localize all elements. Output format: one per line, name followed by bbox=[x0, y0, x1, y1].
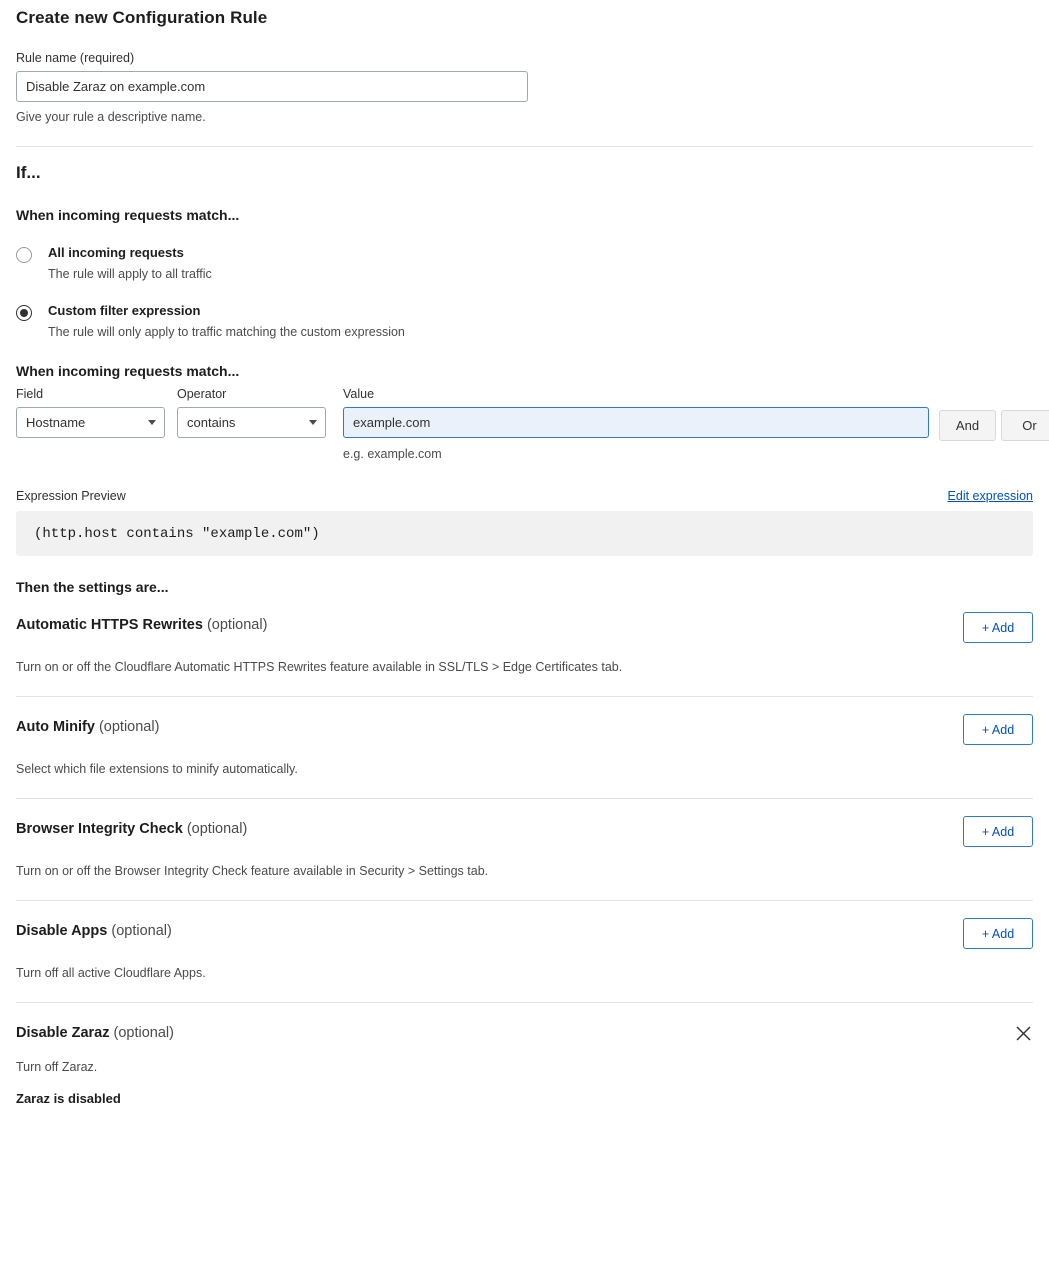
radio-option-all-requests[interactable] bbox=[16, 245, 1033, 281]
value-hint: e.g. example.com bbox=[343, 447, 442, 461]
setting-optional: (optional) bbox=[98, 719, 160, 735]
edit-expression-link[interactable]: Edit expression bbox=[947, 489, 1033, 503]
setting-optional: (optional) bbox=[111, 923, 172, 939]
close-icon[interactable] bbox=[1013, 1023, 1033, 1043]
setting-name bbox=[16, 617, 267, 633]
expression-preview-box: (http.host contains "example.com") bbox=[16, 511, 1033, 556]
then-section-title: Then the settings are... bbox=[16, 579, 169, 595]
setting-name bbox=[16, 821, 247, 837]
setting-name bbox=[16, 1025, 174, 1041]
field-select-value: Hostname bbox=[26, 415, 86, 430]
setting-description: Turn off Zaraz. bbox=[16, 1060, 98, 1074]
setting-title: Browser Integrity Check bbox=[16, 821, 183, 837]
setting-description: Select which file extensions to minify automatically. bbox=[16, 762, 298, 776]
or-button[interactable]: Or bbox=[1001, 410, 1049, 441]
radio-desc-all-requests: The rule will apply to all traffic bbox=[48, 267, 212, 281]
setting-auto-minify bbox=[16, 697, 1033, 799]
setting-browser-integrity-check bbox=[16, 799, 1033, 901]
operator-label: Operator bbox=[177, 387, 227, 401]
divider bbox=[16, 146, 1033, 147]
page-title: Create new Configuration Rule bbox=[16, 8, 268, 27]
if-section-title: If... bbox=[16, 163, 41, 182]
radio-label-all-requests: All incoming requests bbox=[48, 245, 184, 260]
setting-disable-apps bbox=[16, 901, 1033, 1003]
field-select[interactable] bbox=[16, 407, 165, 438]
setting-title: Disable Zaraz bbox=[16, 1025, 110, 1041]
and-button[interactable]: And bbox=[939, 410, 996, 441]
radio-desc-custom-filter: The rule will only apply to traffic matching the custom expression bbox=[48, 325, 405, 339]
setting-automatic-https-rewrites bbox=[16, 595, 1033, 697]
rule-name-help: Give your rule a descriptive name. bbox=[16, 110, 206, 124]
setting-disable-zaraz bbox=[16, 1003, 1033, 1128]
add-button-browser-integrity-check[interactable]: + Add bbox=[963, 816, 1033, 847]
rule-name-label: Rule name (required) bbox=[16, 51, 135, 65]
filter-heading: When incoming requests match... bbox=[16, 363, 240, 379]
add-button-automatic-https-rewrites[interactable]: + Add bbox=[963, 612, 1033, 643]
setting-name bbox=[16, 719, 159, 735]
field-label: Field bbox=[16, 387, 44, 401]
operator-select[interactable] bbox=[177, 407, 326, 438]
chevron-down-icon bbox=[148, 420, 156, 425]
rule-name-input[interactable] bbox=[16, 71, 528, 102]
chevron-down-icon bbox=[309, 420, 317, 425]
radio-icon-all-requests[interactable] bbox=[16, 247, 32, 263]
setting-description: Turn on or off the Browser Integrity Check feature available in Security > Settings tab. bbox=[16, 864, 489, 878]
setting-title: Disable Apps bbox=[16, 923, 108, 939]
radio-icon-custom-filter[interactable] bbox=[16, 305, 32, 321]
match-heading: When incoming requests match... bbox=[16, 207, 240, 223]
operator-select-value: contains bbox=[187, 415, 236, 430]
radio-label-custom-filter: Custom filter expression bbox=[48, 303, 201, 318]
value-label: Value bbox=[343, 387, 375, 401]
setting-title: Automatic HTTPS Rewrites bbox=[16, 617, 203, 633]
setting-name bbox=[16, 923, 172, 939]
status-badge: Zaraz is disabled bbox=[16, 1091, 121, 1106]
radio-option-custom-filter[interactable] bbox=[16, 303, 1033, 339]
setting-title: Auto Minify bbox=[16, 719, 95, 735]
configuration-rule-form bbox=[0, 8, 1049, 1128]
setting-optional: (optional) bbox=[113, 1025, 174, 1041]
expression-preview-label: Expression Preview bbox=[16, 489, 126, 503]
setting-description: Turn on or off the Cloudflare Automatic HTTPS Rewrites feature available in SSL/TLS > Edge Certificates tab. bbox=[16, 660, 623, 674]
setting-optional: (optional) bbox=[206, 617, 268, 633]
add-button-disable-apps[interactable]: + Add bbox=[963, 918, 1033, 949]
setting-description: Turn off all active Cloudflare Apps. bbox=[16, 966, 206, 980]
setting-optional: (optional) bbox=[186, 821, 248, 837]
value-input[interactable] bbox=[343, 407, 929, 438]
add-button-auto-minify[interactable]: + Add bbox=[963, 714, 1033, 745]
filter-builder-row bbox=[16, 387, 1037, 461]
